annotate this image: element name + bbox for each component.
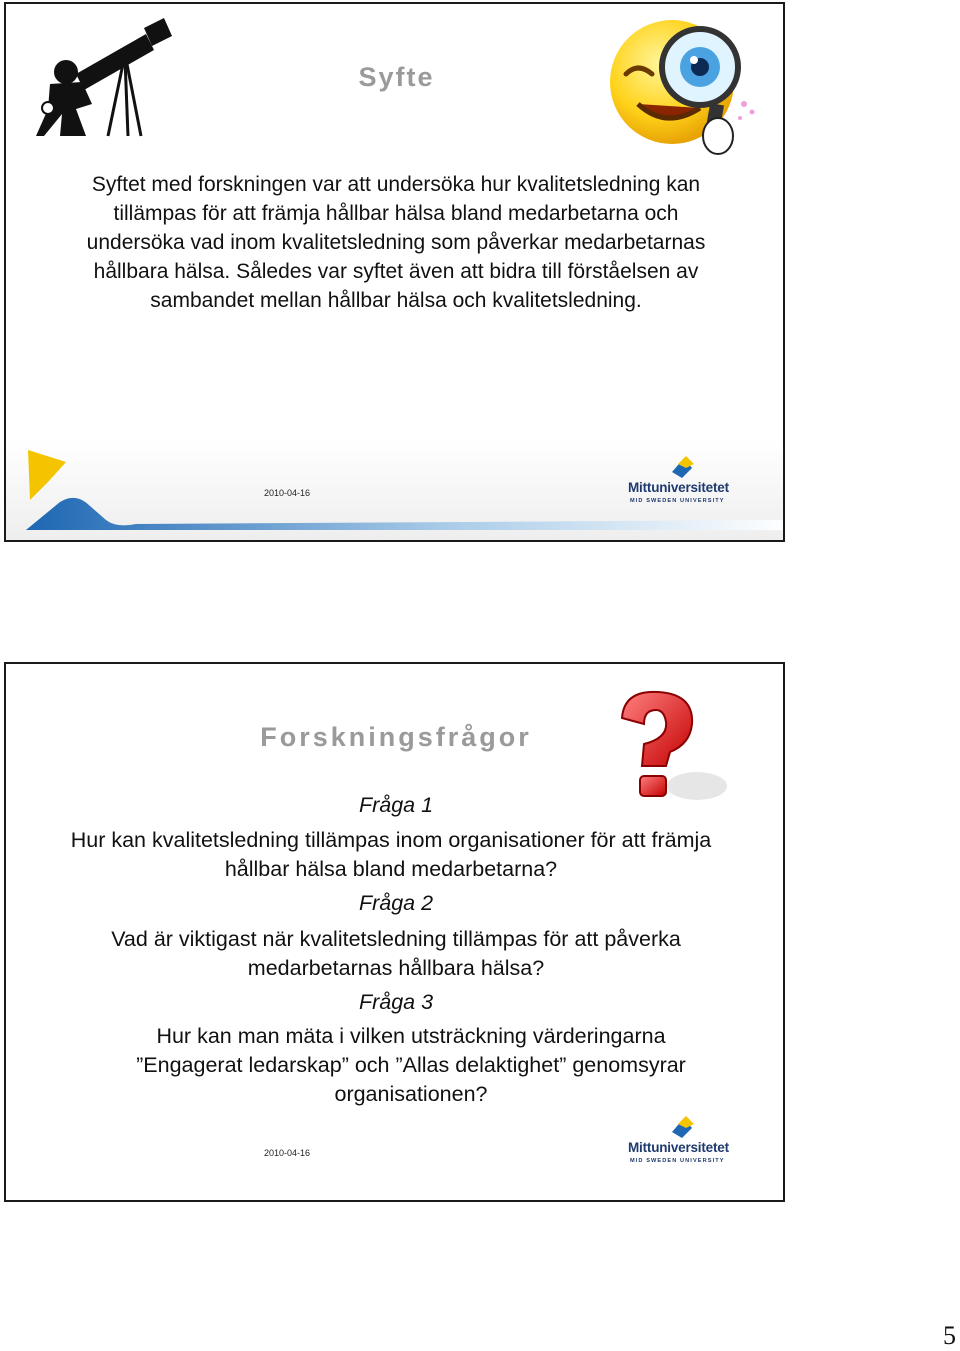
logo-mark-icon bbox=[670, 1114, 698, 1140]
slide-title: Syfte bbox=[358, 62, 435, 92]
page-number: 5 bbox=[943, 1321, 956, 1350]
question-3-text: Hur kan man mäta i vilken utsträckning värderingarna ”Engagerat ledarskap” och ”Allas delaktighet” genomsyrar organisationen? bbox=[136, 1024, 686, 1106]
question-1-label: Fråga 1 bbox=[358, 793, 434, 817]
question-3-label: Fråga 3 bbox=[358, 990, 434, 1014]
university-logo bbox=[628, 1114, 743, 1174]
university-logo bbox=[628, 454, 743, 514]
logo-name: Mittuniversitetet bbox=[628, 480, 729, 495]
slide-syfte bbox=[4, 2, 785, 542]
logo-name: Mittuniversitetet bbox=[628, 1140, 729, 1155]
logo-subtitle: MID SWEDEN UNIVERSITY bbox=[630, 498, 725, 504]
logo-subtitle: MID SWEDEN UNIVERSITY bbox=[630, 1158, 725, 1164]
slide-date: 2010-04-16 bbox=[264, 1148, 311, 1158]
question-2-label: Fråga 2 bbox=[358, 891, 434, 915]
question-1-text: Hur kan kvalitetsledning tillämpas inom organisationer för att främja hållbar hälsa bland medarbetarna? bbox=[70, 828, 712, 881]
question-2-text: Vad är viktigast när kvalitetsledning tillämpas för att påverka medarbetarnas hållbara hälsa? bbox=[111, 927, 681, 980]
slide-date: 2010-04-16 bbox=[264, 488, 311, 498]
slide-title: Forskningsfrågor bbox=[260, 722, 532, 752]
slide-body-text: Syftet med forskningen var att undersöka hur kvalitetsledning kan tillämpas för att främja hållbar hälsa bland medarbetarna och undersöka vad inom kvalitetsledning som påverkar medarbetarnas hållbara hälsa. Således var syftet även att bidra till förståelsen av sambandet mellan hållbar hälsa och kvalitetsledning. bbox=[86, 173, 706, 312]
logo-mark-icon bbox=[670, 454, 698, 480]
slide-forskningsfragor bbox=[4, 662, 785, 1202]
